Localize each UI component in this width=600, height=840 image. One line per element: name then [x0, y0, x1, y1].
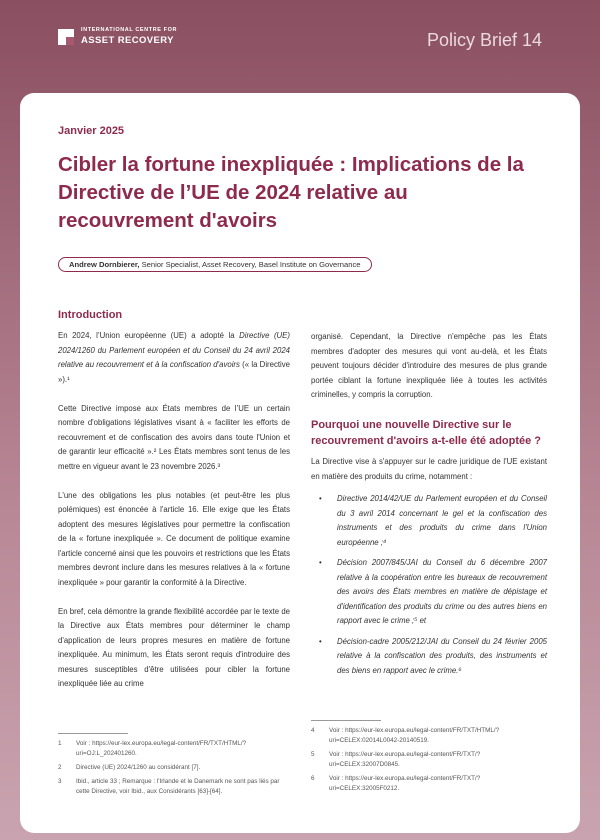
page-header — [0, 0, 600, 90]
author-badge — [58, 257, 372, 272]
logo-line-2: ASSET RECOVERY — [81, 34, 174, 46]
footnote: 3 Ibid., article 33 ; Remarque : l'Irlande et le Danemark ne sont pas liés par cette Directive, voir Ibid., aux Considérants [63]-[64]. — [58, 778, 280, 795]
document-title: Cibler la fortune inexpliquée : Implications de la Directive de l’UE de 2024 relative au recouvrement d'avoirs — [58, 153, 524, 232]
footnote: 2 Directive (UE) 2024/1260 au considérant [7]. — [58, 764, 201, 771]
footnote: 5 Voir : https://eur-lex.europa.eu/legal-content/FR/TXT/?uri=CELEX:32007D0845. — [311, 751, 481, 768]
right-paragraph-2: La Directive vise à s'appuyer sur le cadre juridique de l'UE existant en matière des produits du crime, notamment : — [311, 457, 547, 481]
document-card — [20, 93, 580, 833]
legal-framework-list — [319, 492, 547, 678]
author-role: Senior Specialist, Asset Recovery, Basel Institute on Governance — [139, 260, 361, 269]
publication-date: Janvier 2025 — [58, 125, 125, 137]
footnotes-right — [311, 726, 547, 798]
right-column — [311, 330, 547, 684]
policy-brief-label: Policy Brief 14 — [426, 30, 542, 50]
intro-paragraph-3: L'une des obligations les plus notables (et peut-être les plus polémiques) est énoncée à l'article 16. Elle exige que les États adoptent des mesures législatives pour permettre la confiscation de la « fortune inexpliquée ». Ce document de politique examine l'article concerné ainsi que les pouvoirs et restrictions que les États membres devront inclure dans les mesures relatives à la « fortune inexpliquée » pour garantir la conformité à la Directive. — [58, 490, 290, 587]
list-item: • Décision 2007/845/JAI du Conseil du 6 décembre 2007 relative à la coopération entre les bureaux de recouvrement des avoirs des États membres en matière de dépistage et d'identification des produits du crime ou des autres biens en rapport avec le crime ;⁵ et — [319, 556, 547, 629]
footnote-divider — [58, 733, 128, 734]
logo-line-1: INTERNATIONAL CENTRE FOR — [81, 27, 178, 33]
left-column — [58, 307, 290, 706]
author-name: Andrew Dornbierer, — [69, 260, 140, 269]
list-item: • Directive 2014/42/UE du Parlement européen et du Conseil du 3 avril 2014 concernant le gel et la confiscation des instruments et des produits du crime dans l'Union européenne ;⁴ — [319, 492, 547, 550]
icar-logo — [58, 28, 177, 45]
introduction-heading: Introduction — [58, 309, 123, 321]
footnotes-left — [58, 739, 290, 801]
intro-paragraph-4: En bref, cela démontre la grande flexibilité accordée par le texte de la Directive aux États membres pour déterminer le champ d'application de leurs propres mesures en matière de fortune inexpliquée. Au minimum, les États seront requis d'introduire des mesures susceptibles d'être utilisées pour cibler la fortune inexpliquée liée au crime — [58, 606, 290, 688]
footnote: 6 Voir : https://eur-lex.europa.eu/legal-content/FR/TXT/?uri=CELEX:32005F0212. — [311, 775, 481, 792]
right-paragraph-1: organisé. Cependant, la Directive n'empêche pas les États membres d'adopter des mesures qui vont au-delà, et les États peuvent toujours décider d'introduire des mesures de plus grande portée ciblant la fortune inexpliquée liée à toutes les activités criminelles, y compris la corruption. — [311, 332, 547, 399]
footnote-divider — [311, 720, 381, 721]
why-directive-heading: Pourquoi une nouvelle Directive sur le recouvrement d'avoirs a-t-elle été adoptée ? — [311, 419, 542, 447]
intro-paragraph-1: En 2024, l’Union européenne (UE) a adopté la Directive (UE) 2024/1260 du Parlement européen et du Conseil du 24 avril 2024 relative au recouvrement et à la confiscation d'avoirs (« la Directive »).¹ — [58, 331, 291, 384]
list-item: • Décision-cadre 2005/212/JAI du Conseil du 24 février 2005 relative à la confiscation des produits, des instruments et des biens en rapport avec le crime.⁶ — [319, 635, 547, 679]
logo-square-icon — [58, 29, 74, 45]
footnote: 1 Voir : https://eur-lex.europa.eu/legal-content/FR/TXT/HTML/?uri=OJ:L_202401260. — [58, 740, 247, 757]
footnote: 4 Voir : https://eur-lex.europa.eu/legal-content/FR/TXT/HTML/?uri=CELEX:02014L0042-20140519. — [311, 727, 500, 744]
intro-paragraph-2: Cette Directive impose aux États membres de l’UE un certain nombre d'obligations législatives visant à « faciliter les efforts de recouvrement et de confiscation des avoirs dans toute l'Union et de garantir leur efficacité ».² Les États membres sont tenus de les mettre en vigueur avant le 23 novembre 2026.³ — [58, 403, 290, 471]
